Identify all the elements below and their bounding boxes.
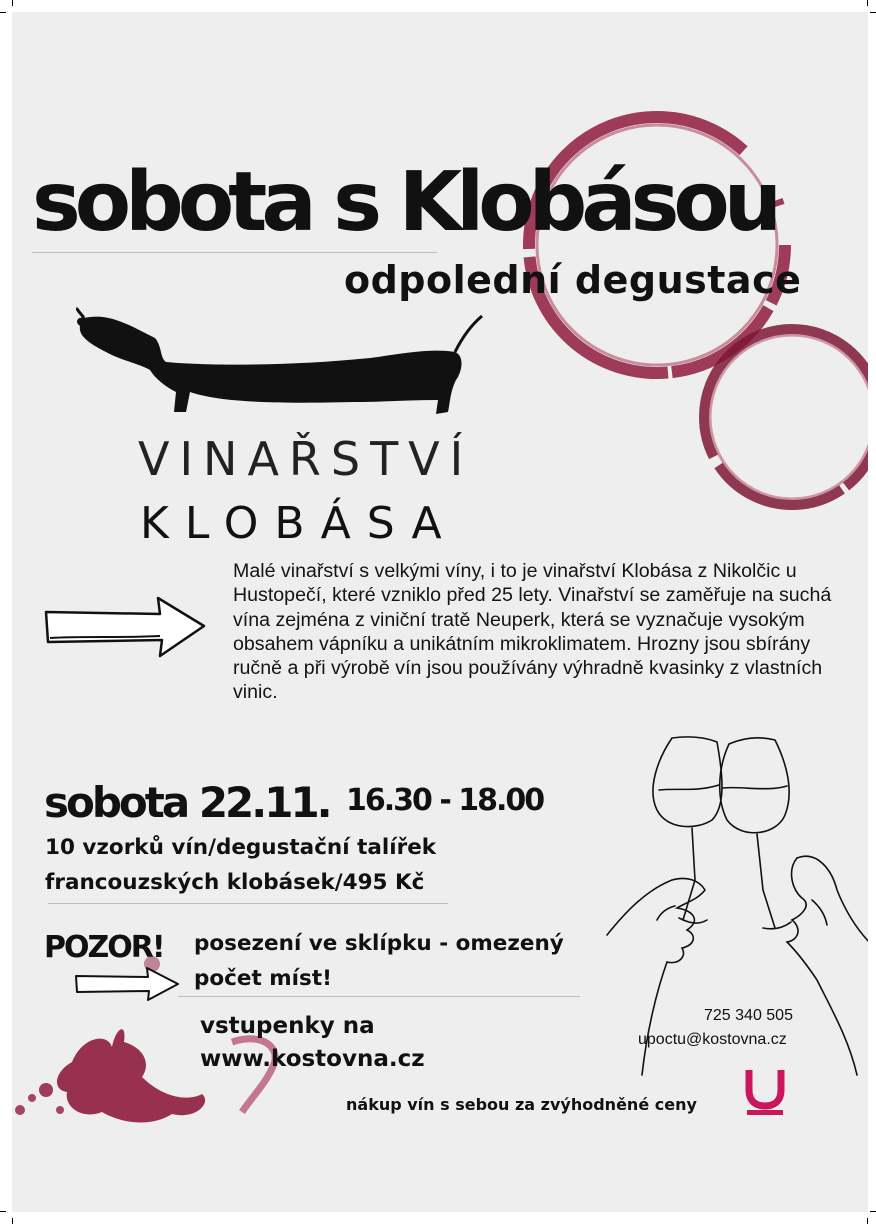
event-date: sobota 22.11. — [44, 778, 330, 827]
event-time: 16.30 - 18.00 — [346, 783, 544, 818]
offer-divider — [48, 903, 448, 904]
crop-mark — [867, 1218, 868, 1224]
winery-name-line1: VINAŘSTVÍ — [138, 432, 474, 486]
dachshund-icon — [70, 308, 490, 428]
wine-glasses-toast-icon — [587, 730, 868, 1080]
notice-line: počet míst! — [194, 966, 332, 991]
crop-mark — [870, 1211, 876, 1212]
contact-email: upoctu@kostovna.cz — [638, 1031, 787, 1048]
crop-mark — [12, 0, 13, 6]
tickets-url: www.kostovna.cz — [200, 1046, 425, 1072]
notice-label: POZOR! — [44, 930, 164, 965]
offer-line: 10 vzorků vín/degustační talířek — [45, 835, 437, 860]
arrow-right-icon — [42, 592, 212, 662]
title-divider — [32, 252, 437, 253]
poster — [12, 12, 868, 1212]
notice-line: posezení ve sklípku - omezený — [194, 931, 564, 956]
crop-mark — [0, 12, 6, 13]
crop-mark — [0, 1211, 6, 1212]
event-subtitle: odpolední degustace — [344, 258, 802, 302]
winery-name-line2: KLOBÁSA — [140, 498, 458, 549]
promo-text: nákup vín s sebou za zvýhodněné ceny — [346, 1095, 697, 1114]
tickets-line: vstupenky na — [200, 1013, 375, 1039]
contact-phone: 725 340 505 — [704, 1007, 793, 1024]
winery-description: Malé vinařství s velkými víny, i to je vinařství Klobása z Nikolčic u Hustopečí, které vzniklo před 25 lety. Vinařství se zaměřuje na suchá vína zejména z viniční tratě Neuperk, která se vyznačuje vysokým obsahem vápníku a unikátním mikroklimatem. Hrozny jsou sbírány ručně a při výrobě vín jsou používány výhradně kvasinky z vlastních vinic. — [233, 560, 832, 704]
offer-line: francouzských klobásek/495 Kč — [45, 870, 425, 895]
crop-mark — [12, 1218, 13, 1224]
crop-mark — [870, 12, 876, 13]
notice-divider — [178, 996, 580, 997]
offer-text — [45, 830, 465, 900]
event-title: sobota s Klobásou — [32, 155, 777, 250]
notice-text — [194, 926, 564, 996]
brand-u-icon — [745, 1068, 785, 1116]
tickets-info — [200, 1010, 425, 1076]
arrow-right-icon — [74, 964, 184, 1004]
crop-mark — [867, 0, 868, 6]
